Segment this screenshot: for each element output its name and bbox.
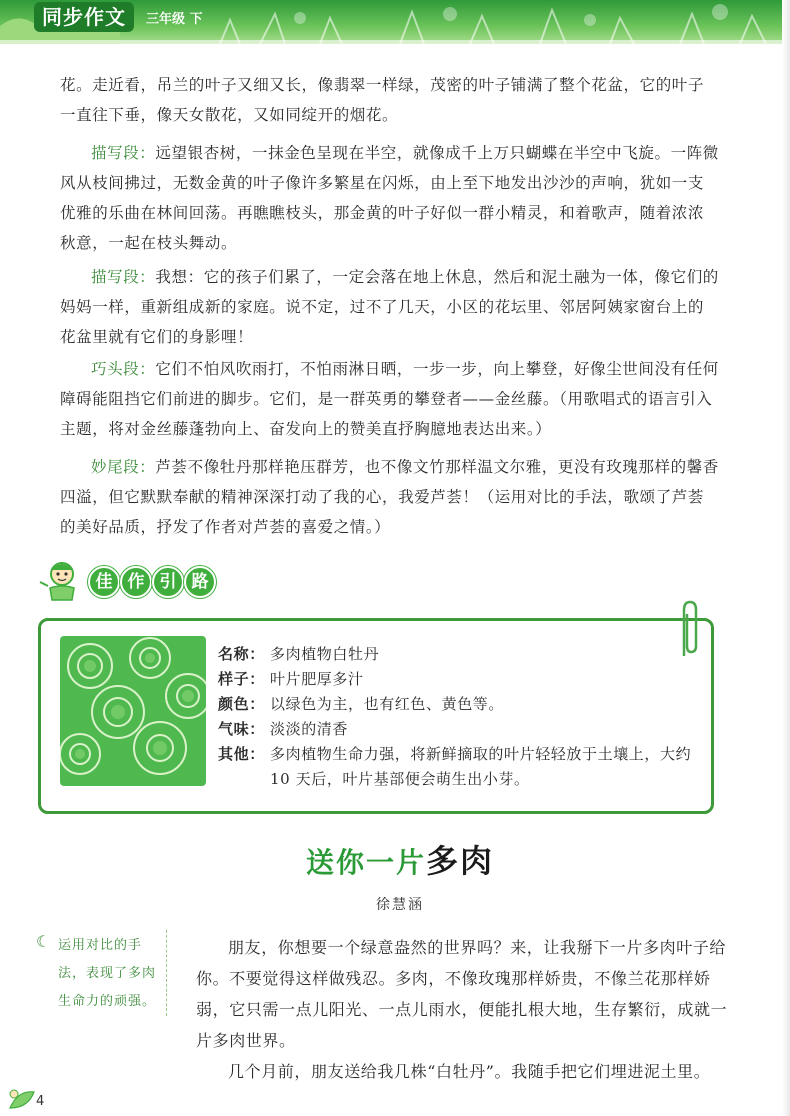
section-char-4: 路 bbox=[184, 566, 216, 598]
info-row-appearance bbox=[218, 667, 698, 692]
paragraph-2-label: 描写段： bbox=[91, 144, 156, 162]
info-row-smell bbox=[218, 717, 698, 742]
essay-paragraph-2: 几个月前，朋友送给我几株“白牡丹”。我随手把它们埋进泥土里。 bbox=[228, 1062, 711, 1081]
paragraph-3-label: 描写段： bbox=[91, 268, 156, 286]
paragraph-5-text: 芦荟不像牡丹那样艳压群芳，也不像文竹那样温文尔雅，更没有玫瑰那样的馨香四溢，但它默默奉献的精神深深打动了我的心，我爱芦荟！（运用对比的手法，歌颂了芦荟的美好品质，抒发了作者对芦荟的喜爱之情。） bbox=[60, 458, 719, 536]
paragraph-1 bbox=[60, 70, 720, 130]
paragraph-3 bbox=[60, 262, 720, 352]
info-value: 叶片肥厚多汁 bbox=[270, 670, 364, 688]
side-annotation-text: 运用对比的手法，表现了多肉生命力的顽强。 bbox=[58, 938, 157, 1009]
paragraph-4 bbox=[60, 354, 720, 444]
paragraph-5 bbox=[60, 452, 720, 542]
info-key: 名称： bbox=[218, 645, 265, 663]
grade-label: 三年级 下 bbox=[146, 12, 203, 27]
essay-author: 徐慧涵 bbox=[376, 897, 424, 913]
info-key: 气味： bbox=[218, 720, 265, 738]
page-edge bbox=[782, 0, 790, 1116]
info-value: 淡淡的清香 bbox=[270, 720, 349, 738]
paragraph-4-text: 它们不怕风吹雨打，不怕雨淋日晒，一步一步，向上攀登，好像尘世间没有任何障碍能阻挡它们前进的脚步。它们，是一群英勇的攀登者——金丝藤。（用歌唱式的语言引入主题，将对金丝藤蓬勃向上、奋发向上的赞美直抒胸臆地表达出来。） bbox=[60, 360, 719, 438]
essay-body bbox=[196, 932, 736, 1087]
paragraph-5-label: 妙尾段： bbox=[91, 458, 156, 476]
succulent-photo bbox=[60, 636, 206, 786]
info-row-name bbox=[218, 642, 698, 667]
side-annotation bbox=[36, 930, 167, 1016]
plant-info-list bbox=[218, 642, 698, 792]
paragraph-2 bbox=[60, 138, 720, 258]
section-char-2: 作 bbox=[120, 566, 152, 598]
paragraph-4-label: 巧头段： bbox=[91, 360, 156, 378]
essay-title bbox=[270, 836, 530, 882]
info-key: 其他： bbox=[218, 745, 265, 763]
info-value: 以绿色为主，也有红色、黄色等。 bbox=[270, 695, 505, 713]
essay-title-part2: 多肉 bbox=[426, 842, 495, 880]
book-title: 同步作文 bbox=[34, 2, 134, 32]
paragraph-2-text: 远望银杏树，一抹金色呈现在半空，就像成千上万只蝴蝶在半空中飞旋。一阵微风从枝间拂过，无数金黄的叶子像许多繁星在闪烁，由上至下地发出沙沙的声响，犹如一支优雅的乐曲在林间回荡。再瞧瞧枝头，那金黄的叶子好似一群小精灵，和着歌声，随着浓浓秋意，一起在枝头舞动。 bbox=[60, 144, 719, 252]
info-key: 样子： bbox=[218, 670, 265, 688]
section-char-3: 引 bbox=[152, 566, 184, 598]
header-banner bbox=[0, 0, 782, 44]
info-key: 颜色： bbox=[218, 695, 265, 713]
section-char-1: 佳 bbox=[88, 566, 120, 598]
info-row-other bbox=[218, 742, 698, 792]
info-value: 多肉植物生命力强，将新鲜摘取的叶片轻轻放于土壤上，大约 10 天后，叶片基部便会萌生出小芽。 bbox=[270, 745, 692, 788]
essay-title-part1: 送你一片 bbox=[305, 846, 426, 879]
info-value: 多肉植物白牡丹 bbox=[270, 645, 380, 663]
section-heading bbox=[36, 558, 236, 606]
moon-icon: ☾ bbox=[36, 932, 51, 951]
info-row-color bbox=[218, 692, 698, 717]
page-number: 4 bbox=[36, 1094, 45, 1109]
essay-paragraph-1: 朋友，你想要一个绿意盎然的世界吗？来，让我掰下一片多肉叶子给你。不要觉得这样做残忍。多肉，不像玫瑰那样娇贵，不像兰花那样娇弱，它只需一点儿阳光、一点儿雨水，便能扎根大地，生存繁衍，成就一片多肉世界。 bbox=[196, 938, 728, 1050]
page-number-area bbox=[0, 1084, 70, 1116]
cartoon-kid-icon bbox=[36, 558, 88, 602]
paragraph-3-text: 我想：它的孩子们累了，一定会落在地上休息，然后和泥土融为一体，像它们的妈妈一样，重新组成新的家庭。说不定，过不了几天，小区的花坛里、邻居阿姨家窗台上的花盆里就有它们的身影哩！ bbox=[60, 268, 719, 346]
paragraph-1-text: 花。走近看，吊兰的叶子又细又长，像翡翠一样绿，茂密的叶子铺满了整个花盆，它的叶子一直往下垂，像天女散花，又如同绽开的烟花。 bbox=[60, 76, 705, 124]
